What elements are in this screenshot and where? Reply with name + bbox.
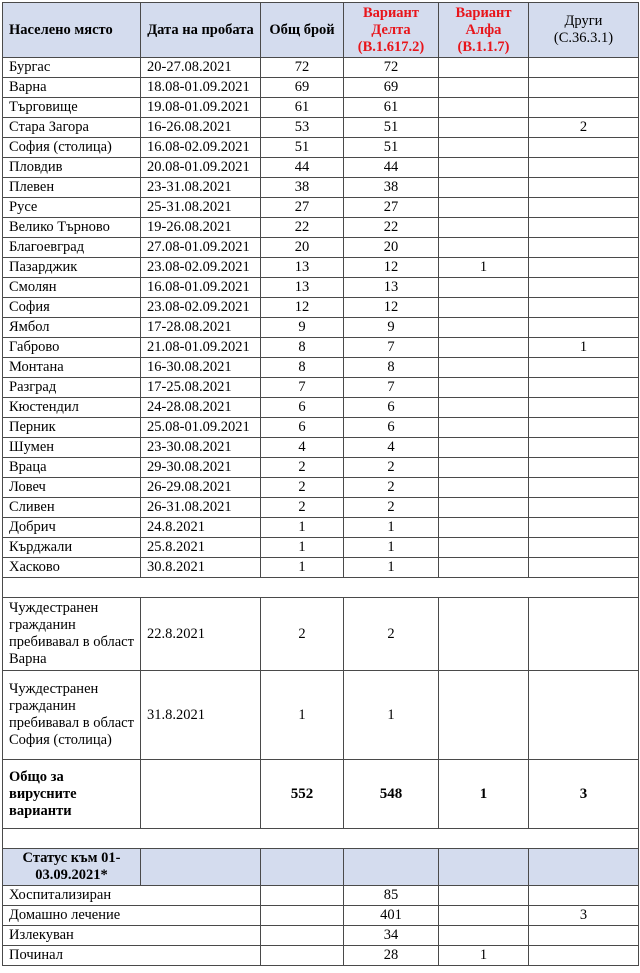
alpha-cell (439, 278, 529, 298)
other-cell (529, 378, 639, 398)
delta-cell: 8 (344, 358, 439, 378)
place-cell: Перник (3, 418, 141, 438)
status-header-empty (529, 849, 639, 886)
place-cell: Търговище (3, 98, 141, 118)
other-cell (529, 538, 639, 558)
delta-cell: 51 (344, 118, 439, 138)
place-cell: София (3, 298, 141, 318)
date-cell: 25.08-01.09.2021 (141, 418, 261, 438)
place-cell: Велико Търново (3, 218, 141, 238)
place-cell: Сливен (3, 498, 141, 518)
alpha-cell (439, 418, 529, 438)
status-row (3, 886, 639, 906)
header-alpha: Вариант Алфа (B.1.1.7) (439, 3, 529, 58)
place-cell: Враца (3, 458, 141, 478)
status-label: Излекуван (3, 926, 261, 946)
table-row (3, 458, 639, 478)
status-delta: 28 (344, 946, 439, 966)
alpha-cell (439, 478, 529, 498)
table-row (3, 258, 639, 278)
alpha-cell (439, 598, 529, 671)
place-cell: Разград (3, 378, 141, 398)
other-cell (529, 278, 639, 298)
status-total (261, 906, 344, 926)
delta-cell: 38 (344, 178, 439, 198)
total-cell: 61 (261, 98, 344, 118)
place-cell: Монтана (3, 358, 141, 378)
date-cell: 19-26.08.2021 (141, 218, 261, 238)
other-cell (529, 98, 639, 118)
other-cell (529, 258, 639, 278)
alpha-cell (439, 538, 529, 558)
total-cell: 6 (261, 398, 344, 418)
alpha-cell (439, 218, 529, 238)
alpha-cell (439, 178, 529, 198)
totals-row (3, 760, 639, 829)
other-cell (529, 458, 639, 478)
status-other (529, 926, 639, 946)
totals-date (141, 760, 261, 829)
other-cell (529, 218, 639, 238)
delta-cell: 4 (344, 438, 439, 458)
status-header-empty (261, 849, 344, 886)
date-cell: 24.8.2021 (141, 518, 261, 538)
alpha-cell: 1 (439, 258, 529, 278)
status-row (3, 906, 639, 926)
total-cell: 27 (261, 198, 344, 218)
alpha-cell (439, 298, 529, 318)
status-row (3, 926, 639, 946)
table-row (3, 318, 639, 338)
other-cell (529, 198, 639, 218)
other-cell (529, 438, 639, 458)
status-label: Домашно лечение (3, 906, 261, 926)
date-cell: 25.8.2021 (141, 538, 261, 558)
total-cell: 9 (261, 318, 344, 338)
date-cell: 24-28.08.2021 (141, 398, 261, 418)
status-header-empty (439, 849, 529, 886)
total-cell: 1 (261, 518, 344, 538)
table-row (3, 98, 639, 118)
delta-cell: 61 (344, 98, 439, 118)
table-row (3, 418, 639, 438)
status-other: 3 (529, 906, 639, 926)
table-row (3, 298, 639, 318)
place-cell: Варна (3, 78, 141, 98)
total-cell: 38 (261, 178, 344, 198)
foreign-row (3, 598, 639, 671)
place-cell: Смолян (3, 278, 141, 298)
table-row (3, 78, 639, 98)
total-cell: 4 (261, 438, 344, 458)
alpha-cell (439, 238, 529, 258)
place-cell: Габрово (3, 338, 141, 358)
delta-cell: 44 (344, 158, 439, 178)
date-cell: 27.08-01.09.2021 (141, 238, 261, 258)
alpha-cell (439, 118, 529, 138)
total-cell: 20 (261, 238, 344, 258)
delta-cell: 13 (344, 278, 439, 298)
date-cell: 23-30.08.2021 (141, 438, 261, 458)
table-row (3, 198, 639, 218)
status-total (261, 886, 344, 906)
other-cell (529, 398, 639, 418)
delta-cell: 2 (344, 498, 439, 518)
other-cell (529, 418, 639, 438)
other-cell (529, 238, 639, 258)
place-cell: Бургас (3, 58, 141, 78)
date-cell: 21.08-01.09.2021 (141, 338, 261, 358)
alpha-cell (439, 338, 529, 358)
table-row (3, 118, 639, 138)
delta-cell: 20 (344, 238, 439, 258)
status-label: Починал (3, 946, 261, 966)
status-header-row (3, 849, 639, 886)
other-cell (529, 558, 639, 578)
status-other (529, 886, 639, 906)
delta-cell: 7 (344, 338, 439, 358)
table-row (3, 158, 639, 178)
delta-cell: 7 (344, 378, 439, 398)
total-cell: 12 (261, 298, 344, 318)
date-cell: 16-30.08.2021 (141, 358, 261, 378)
delta-cell: 9 (344, 318, 439, 338)
date-cell: 16-26.08.2021 (141, 118, 261, 138)
status-alpha (439, 886, 529, 906)
total-cell: 2 (261, 598, 344, 671)
date-cell: 22.8.2021 (141, 598, 261, 671)
date-cell: 18.08-01.09.2021 (141, 78, 261, 98)
status-delta: 85 (344, 886, 439, 906)
status-other (529, 946, 639, 966)
other-cell: 1 (529, 338, 639, 358)
delta-cell: 1 (344, 671, 439, 760)
table-row (3, 518, 639, 538)
place-cell: Хасково (3, 558, 141, 578)
date-cell: 26-29.08.2021 (141, 478, 261, 498)
other-cell (529, 478, 639, 498)
table-row (3, 358, 639, 378)
other-cell (529, 671, 639, 760)
other-cell (529, 498, 639, 518)
other-cell (529, 178, 639, 198)
total-cell: 44 (261, 158, 344, 178)
header-place: Населено място (3, 3, 141, 58)
alpha-cell (439, 318, 529, 338)
date-cell: 31.8.2021 (141, 671, 261, 760)
separator-cell (3, 829, 639, 849)
table-row (3, 538, 639, 558)
other-cell (529, 318, 639, 338)
total-cell: 1 (261, 558, 344, 578)
place-cell: Благоевград (3, 238, 141, 258)
date-cell: 17-25.08.2021 (141, 378, 261, 398)
total-cell: 53 (261, 118, 344, 138)
delta-cell: 6 (344, 418, 439, 438)
table-row (3, 238, 639, 258)
status-alpha (439, 926, 529, 946)
total-cell: 2 (261, 458, 344, 478)
total-cell: 72 (261, 58, 344, 78)
alpha-cell (439, 558, 529, 578)
alpha-cell (439, 158, 529, 178)
date-cell: 16.08-01.09.2021 (141, 278, 261, 298)
delta-cell: 69 (344, 78, 439, 98)
place-cell: Чуждестранен гражданин пребивавал в област София (столица) (3, 671, 141, 760)
alpha-cell (439, 358, 529, 378)
place-cell: Шумен (3, 438, 141, 458)
alpha-cell (439, 378, 529, 398)
alpha-cell (439, 198, 529, 218)
header-date: Дата на пробата (141, 3, 261, 58)
status-total (261, 946, 344, 966)
separator-row (3, 829, 639, 849)
status-alpha: 1 (439, 946, 529, 966)
alpha-cell (439, 438, 529, 458)
totals-other: 3 (529, 760, 639, 829)
status-delta: 401 (344, 906, 439, 926)
place-cell: Пловдив (3, 158, 141, 178)
status-header-empty (141, 849, 261, 886)
place-cell: Пазарджик (3, 258, 141, 278)
totals-alpha: 1 (439, 760, 529, 829)
delta-cell: 51 (344, 138, 439, 158)
other-cell (529, 518, 639, 538)
other-cell (529, 598, 639, 671)
alpha-cell (439, 518, 529, 538)
totals-total: 552 (261, 760, 344, 829)
other-cell (529, 138, 639, 158)
other-cell (529, 158, 639, 178)
header-other: Други (C.36.3.1) (529, 3, 639, 58)
alpha-cell (439, 78, 529, 98)
delta-cell: 1 (344, 518, 439, 538)
place-cell: Ямбол (3, 318, 141, 338)
date-cell: 30.8.2021 (141, 558, 261, 578)
date-cell: 20-27.08.2021 (141, 58, 261, 78)
table-row (3, 218, 639, 238)
place-cell: Кюстендил (3, 398, 141, 418)
delta-cell: 12 (344, 298, 439, 318)
status-alpha (439, 906, 529, 926)
table-row (3, 558, 639, 578)
other-cell (529, 58, 639, 78)
date-cell: 19.08-01.09.2021 (141, 98, 261, 118)
place-cell: Стара Загора (3, 118, 141, 138)
total-cell: 1 (261, 538, 344, 558)
foreign-row (3, 671, 639, 760)
alpha-cell (439, 58, 529, 78)
variants-table (2, 2, 639, 966)
total-cell: 2 (261, 478, 344, 498)
place-cell: Кърджали (3, 538, 141, 558)
other-cell: 2 (529, 118, 639, 138)
table-row (3, 498, 639, 518)
header-delta: Вариант Делта (B.1.617.2) (344, 3, 439, 58)
status-delta: 34 (344, 926, 439, 946)
alpha-cell (439, 671, 529, 760)
total-cell: 69 (261, 78, 344, 98)
delta-cell: 72 (344, 58, 439, 78)
delta-cell: 1 (344, 538, 439, 558)
date-cell: 26-31.08.2021 (141, 498, 261, 518)
total-cell: 2 (261, 498, 344, 518)
delta-cell: 27 (344, 198, 439, 218)
status-header-empty (344, 849, 439, 886)
other-cell (529, 78, 639, 98)
date-cell: 23-31.08.2021 (141, 178, 261, 198)
status-header-label: Статус към 01-03.09.2021* (3, 849, 141, 886)
date-cell: 25-31.08.2021 (141, 198, 261, 218)
alpha-cell (439, 138, 529, 158)
status-label: Хоспитализиран (3, 886, 261, 906)
alpha-cell (439, 458, 529, 478)
table-row (3, 178, 639, 198)
separator-row (3, 578, 639, 598)
delta-cell: 2 (344, 458, 439, 478)
place-cell: Добрич (3, 518, 141, 538)
table-row (3, 338, 639, 358)
delta-cell: 12 (344, 258, 439, 278)
place-cell: София (столица) (3, 138, 141, 158)
alpha-cell (439, 498, 529, 518)
date-cell: 23.08-02.09.2021 (141, 258, 261, 278)
delta-cell: 1 (344, 558, 439, 578)
total-cell: 8 (261, 358, 344, 378)
total-cell: 6 (261, 418, 344, 438)
alpha-cell (439, 398, 529, 418)
table-row (3, 278, 639, 298)
table-row (3, 438, 639, 458)
table-row (3, 58, 639, 78)
totals-label: Общо за вирусните варианти (3, 760, 141, 829)
date-cell: 29-30.08.2021 (141, 458, 261, 478)
date-cell: 23.08-02.09.2021 (141, 298, 261, 318)
place-cell: Плевен (3, 178, 141, 198)
table-header-row (3, 3, 639, 58)
alpha-cell (439, 98, 529, 118)
delta-cell: 2 (344, 598, 439, 671)
status-total (261, 926, 344, 946)
header-total: Общ брой (261, 3, 344, 58)
delta-cell: 2 (344, 478, 439, 498)
table-row (3, 398, 639, 418)
total-cell: 1 (261, 671, 344, 760)
total-cell: 7 (261, 378, 344, 398)
place-cell: Русе (3, 198, 141, 218)
delta-cell: 22 (344, 218, 439, 238)
total-cell: 13 (261, 278, 344, 298)
separator-cell (3, 578, 639, 598)
delta-cell: 6 (344, 398, 439, 418)
place-cell: Ловеч (3, 478, 141, 498)
date-cell: 17-28.08.2021 (141, 318, 261, 338)
date-cell: 16.08-02.09.2021 (141, 138, 261, 158)
status-row (3, 946, 639, 966)
total-cell: 13 (261, 258, 344, 278)
table-row (3, 478, 639, 498)
other-cell (529, 298, 639, 318)
table-row (3, 138, 639, 158)
table-row (3, 378, 639, 398)
place-cell: Чуждестранен гражданин пребивавал в област Варна (3, 598, 141, 671)
total-cell: 22 (261, 218, 344, 238)
date-cell: 20.08-01.09.2021 (141, 158, 261, 178)
totals-delta: 548 (344, 760, 439, 829)
total-cell: 8 (261, 338, 344, 358)
total-cell: 51 (261, 138, 344, 158)
other-cell (529, 358, 639, 378)
